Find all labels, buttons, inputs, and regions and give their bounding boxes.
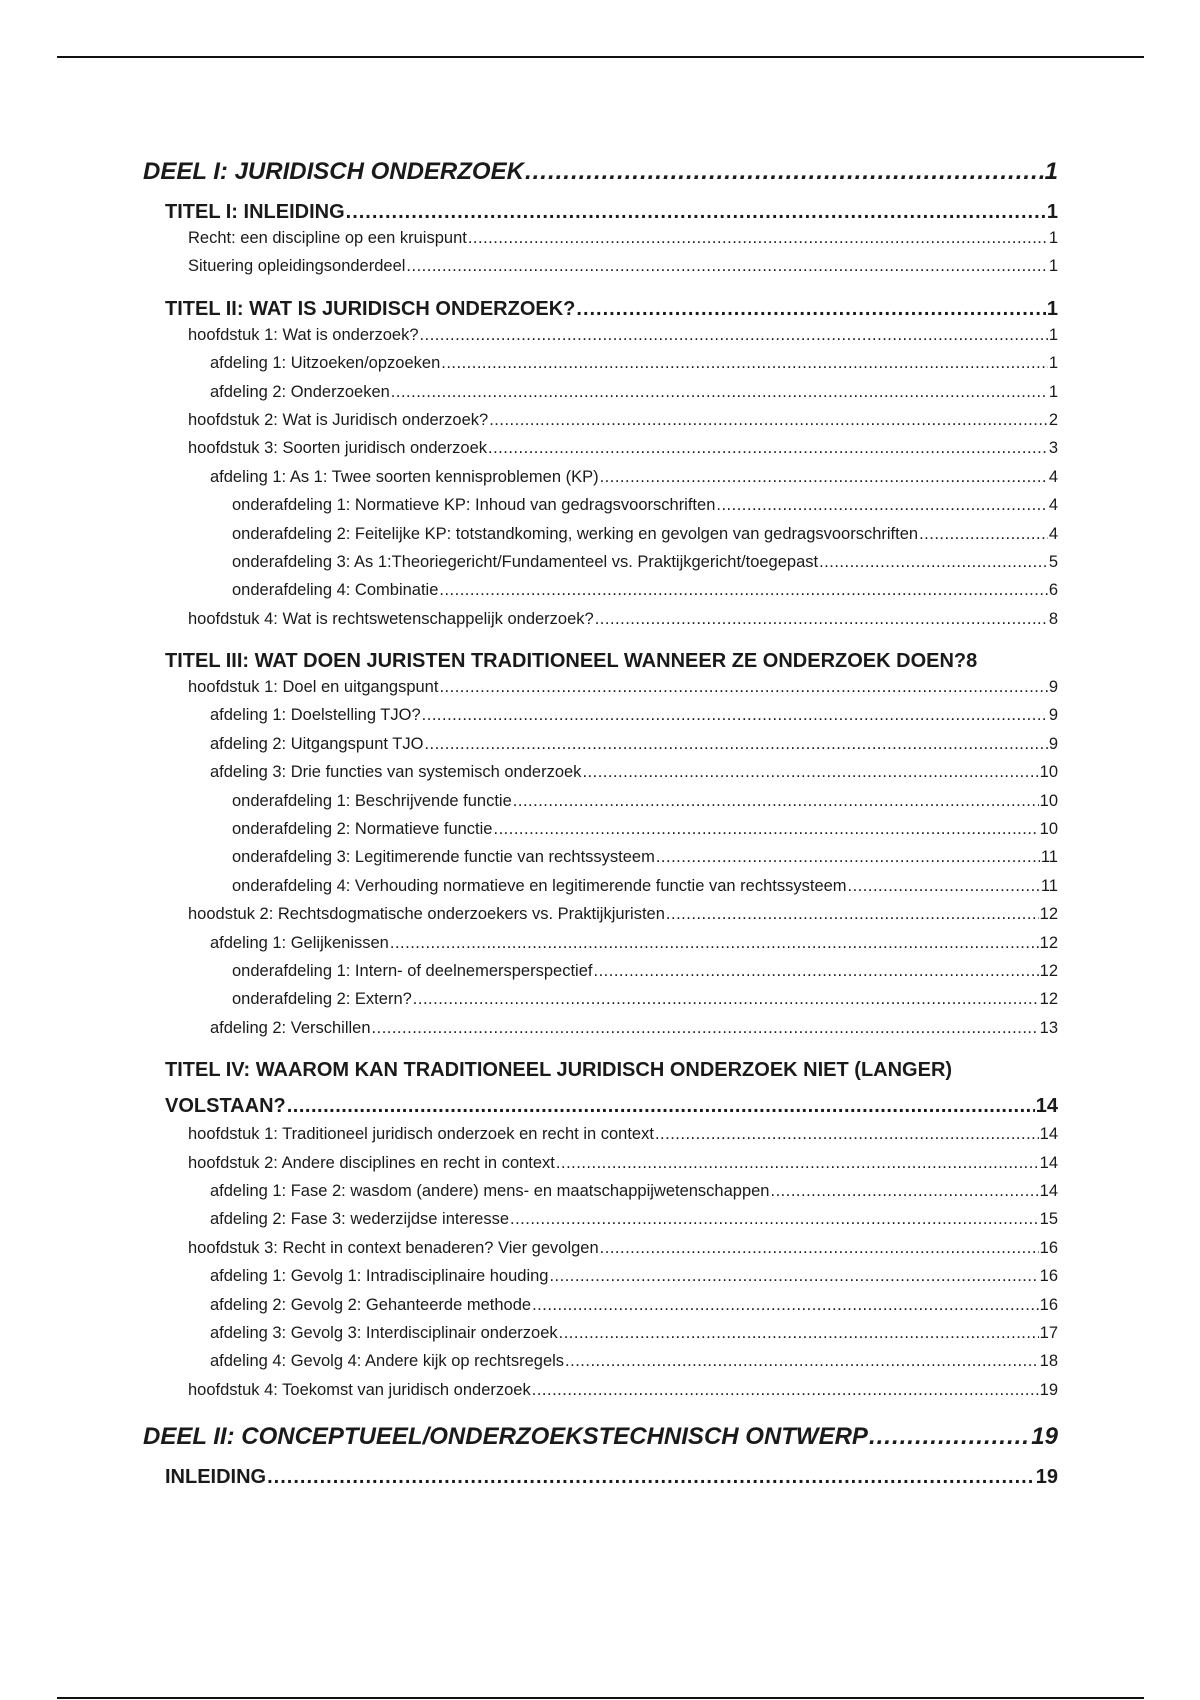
- toc-entry-page: 14: [1039, 1125, 1058, 1144]
- toc-entry-page: 17: [1039, 1323, 1058, 1342]
- toc-entry-label: onderafdeling 1: Normatieve KP: Inhoud van gedragsvoorschriften: [232, 496, 716, 515]
- toc-entry-page: 1: [1048, 229, 1058, 247]
- toc-entry-label: afdeling 1: Gevolg 1: Intradisciplinaire houding: [210, 1267, 549, 1286]
- dot-leader: [869, 1423, 1030, 1451]
- toc-entry[interactable]: [188, 439, 1058, 467]
- toc-entry-page: 1: [1044, 158, 1058, 185]
- toc-entry-page: 19: [1031, 1423, 1058, 1451]
- toc-entry-deel-1[interactable]: [143, 158, 1058, 188]
- toc-entry[interactable]: [188, 1125, 1058, 1153]
- dot-leader: [439, 678, 1047, 697]
- toc-entry-label: INLEIDING: [165, 1466, 267, 1489]
- toc-entry-label: hoofdstuk 1: Doel en uitgangspunt: [188, 678, 439, 697]
- dot-leader: [488, 439, 1048, 458]
- dot-leader: [666, 905, 1039, 924]
- toc-entry-page: 14: [1035, 1095, 1058, 1118]
- toc-entry-page: 18: [1039, 1352, 1058, 1371]
- toc-entry[interactable]: [210, 1352, 1058, 1380]
- dot-leader: [556, 1154, 1039, 1173]
- toc-entry[interactable]: [232, 496, 1058, 524]
- toc-entry-label: afdeling 2: Gevolg 2: Gehanteerde methode: [210, 1295, 532, 1314]
- footer-rule: [57, 1697, 1144, 1699]
- toc-entry[interactable]: [188, 1239, 1058, 1267]
- toc-entry-label-line1: TITEL IV: WAAROM KAN TRADITIONEEL JURIDISCH ONDERZOEK NIET (LANGER): [165, 1059, 953, 1082]
- dot-leader: [532, 1381, 1039, 1400]
- toc-entry[interactable]: [232, 525, 1058, 553]
- dot-leader: [559, 1324, 1039, 1343]
- toc-entry-label: afdeling 3: Gevolg 3: Interdisciplinair onderzoek: [210, 1323, 558, 1342]
- toc-entry-page: 13: [1039, 1018, 1058, 1037]
- toc-entry-page: 1: [1046, 297, 1058, 320]
- toc-entry-page: 5: [1048, 552, 1058, 571]
- dot-leader: [593, 962, 1038, 981]
- toc-entry-label: TITEL III: WAT DOEN JURISTEN TRADITIONEEL WANNEER ZE ONDERZOEK DOEN?: [165, 650, 967, 673]
- toc-entry[interactable]: [188, 229, 1058, 257]
- dot-leader: [287, 1095, 1035, 1118]
- toc-entry[interactable]: [232, 820, 1058, 848]
- toc-entry-page: 14: [1039, 1153, 1058, 1172]
- toc-entry-label: onderafdeling 2: Normatieve functie: [232, 820, 493, 839]
- toc-entry-page: 9: [1048, 678, 1058, 697]
- toc-entry-label: afdeling 2: Fase 3: wederzijdse interesse: [210, 1210, 509, 1229]
- dot-leader: [600, 1239, 1039, 1258]
- toc-entry-page: 19: [1039, 1380, 1058, 1399]
- toc-entry-titel-1[interactable]: [165, 201, 1058, 229]
- dot-leader: [346, 201, 1046, 224]
- toc-entry-label: afdeling 1: Uitzoeken/opzoeken: [210, 354, 441, 373]
- toc-entry-label: Recht: een discipline op een kruispunt: [188, 229, 467, 247]
- dot-leader: [494, 820, 1039, 839]
- toc-entry-page: 12: [1039, 961, 1058, 980]
- toc-entry[interactable]: [232, 877, 1058, 905]
- toc-entry-label: afdeling 1: As 1: Twee soorten kennisproblemen (KP): [210, 467, 599, 486]
- toc-entry-page: 9: [1048, 706, 1058, 725]
- toc-entry-label: hoofdstuk 1: Wat is onderzoek?: [188, 325, 419, 344]
- toc-entry-label: afdeling 1: Doelstelling TJO?: [210, 706, 421, 725]
- toc-entry-page: 4: [1048, 467, 1058, 486]
- toc-entry-label: afdeling 3: Drie functies van systemisch onderzoek: [210, 763, 582, 782]
- toc-entry-page: 1: [1048, 382, 1058, 401]
- toc-entry-label: Situering opleidingsonderdeel: [188, 257, 406, 276]
- dot-leader: [413, 990, 1039, 1009]
- toc-entry[interactable]: [210, 1267, 1058, 1295]
- toc-entry[interactable]: [210, 1296, 1058, 1324]
- dot-leader: [819, 553, 1048, 572]
- toc-entry-page: 6: [1048, 581, 1058, 600]
- toc-entry[interactable]: [232, 553, 1058, 581]
- toc-entry-label: onderafdeling 2: Extern?: [232, 990, 412, 1009]
- dot-leader: [549, 1267, 1038, 1286]
- toc-entry-page: 16: [1039, 1238, 1058, 1257]
- toc-entry-label: afdeling 2: Onderzoeken: [210, 382, 390, 401]
- dot-leader: [582, 763, 1038, 782]
- toc-entry-page: 11: [1040, 848, 1058, 867]
- toc-entry-page: 14: [1039, 1181, 1058, 1200]
- dot-leader: [513, 792, 1039, 811]
- dot-leader: [390, 934, 1039, 953]
- toc-entry[interactable]: [210, 706, 1058, 734]
- toc-entry-label: DEEL I: JURIDISCH ONDERZOEK: [143, 158, 524, 185]
- dot-leader: [532, 1296, 1039, 1315]
- toc-entry-label: onderafdeling 1: Beschrijvende functie: [232, 791, 512, 810]
- toc-entry[interactable]: [210, 1324, 1058, 1352]
- dot-leader: [576, 298, 1045, 321]
- toc-entry-deel-2[interactable]: [143, 1423, 1058, 1453]
- toc-entry[interactable]: [210, 468, 1058, 496]
- dot-leader: [510, 1210, 1039, 1229]
- dot-leader: [424, 735, 1047, 754]
- toc-entry-line2: [165, 1095, 1058, 1125]
- toc-entry-inleiding[interactable]: [165, 1466, 1058, 1494]
- toc-entry-label: DEEL II: CONCEPTUEEL/ONDERZOEKSTECHNISCH ONTWERP: [143, 1423, 868, 1451]
- toc-entry-page: 8: [1048, 609, 1058, 628]
- toc-entry[interactable]: [210, 383, 1058, 411]
- toc-entry-page: 10: [1039, 820, 1058, 839]
- header-rule: [57, 56, 1144, 58]
- toc-entry-label: hoofdstuk 1: Traditioneel juridisch onderzoek en recht in context: [188, 1125, 654, 1144]
- toc-entry-label: onderafdeling 3: Legitimerende functie van rechtssysteem: [232, 848, 655, 867]
- toc-entry-page: 12: [1039, 990, 1058, 1009]
- toc-entry-label: hoofdstuk 2: Andere disciplines en recht in context: [188, 1153, 555, 1172]
- toc-entry-page: 16: [1039, 1295, 1058, 1314]
- toc-entry[interactable]: [188, 326, 1058, 354]
- toc-entry-label: afdeling 2: Uitgangspunt TJO: [210, 734, 424, 753]
- dot-leader: [391, 383, 1048, 402]
- toc-entry[interactable]: [232, 962, 1058, 990]
- toc-entry[interactable]: [188, 678, 1058, 706]
- toc-entry-label: hoodstuk 2: Rechtsdogmatische onderzoekers vs. Praktijkjuristen: [188, 905, 665, 924]
- toc-entry-page: 19: [1035, 1466, 1058, 1489]
- toc-entry-label: onderafdeling 2: Feitelijke KP: totstandkoming, werking en gevolgen van gedragsvoorschriften: [232, 524, 919, 543]
- toc-entry-page: 8: [966, 650, 978, 673]
- toc-entry-page: 1: [1048, 325, 1058, 344]
- dot-leader: [600, 468, 1048, 487]
- dot-leader: [439, 581, 1047, 600]
- toc-entry-label: hoofdstuk 3: Recht in context benaderen? Vier gevolgen: [188, 1238, 599, 1257]
- dot-leader: [441, 354, 1048, 373]
- toc-entry-page: 1: [1048, 257, 1058, 276]
- toc-entry[interactable]: [210, 1182, 1058, 1210]
- toc-entry-label: afdeling 2: Verschillen: [210, 1018, 371, 1037]
- toc-entry-label: onderafdeling 4: Verhouding normatieve en legitimerende functie van rechtssysteem: [232, 876, 847, 895]
- toc-entry-page: 9: [1048, 734, 1058, 753]
- toc-entry-page: 11: [1040, 876, 1058, 895]
- toc-entry[interactable]: [232, 581, 1058, 609]
- dot-leader: [565, 1352, 1039, 1371]
- toc-entry-page: 15: [1039, 1210, 1058, 1229]
- toc-entry[interactable]: [232, 990, 1058, 1018]
- toc-entry-label: onderafdeling 4: Combinatie: [232, 581, 439, 600]
- dot-leader: [422, 706, 1048, 725]
- toc-entry-label: afdeling 1: Gelijkenissen: [210, 933, 389, 952]
- toc-entry-label: hoofdstuk 2: Wat is Juridisch onderzoek?: [188, 410, 489, 429]
- dot-leader: [406, 257, 1047, 276]
- toc-entry[interactable]: [210, 1019, 1058, 1047]
- dot-leader: [656, 848, 1040, 867]
- dot-leader: [595, 610, 1048, 629]
- toc-entry-page: 3: [1048, 439, 1058, 458]
- toc-entry[interactable]: [232, 848, 1058, 876]
- toc-entry-label: onderafdeling 1: Intern- of deelnemersperspectief: [232, 961, 593, 980]
- toc-entry-label: afdeling 1: Fase 2: wasdom (andere) mens- en maatschappijwetenschappen: [210, 1181, 770, 1200]
- toc-entry[interactable]: [188, 257, 1058, 285]
- table-of-contents: [143, 152, 1058, 1494]
- toc-entry[interactable]: [210, 354, 1058, 382]
- toc-entry-label-line2: VOLSTAAN?: [165, 1095, 286, 1118]
- toc-entry-label: TITEL II: WAT IS JURIDISCH ONDERZOEK?: [165, 297, 576, 320]
- dot-leader: [919, 525, 1048, 544]
- dot-leader: [468, 229, 1048, 248]
- dot-leader: [655, 1125, 1039, 1144]
- toc-entry-page: 4: [1048, 496, 1058, 515]
- toc-entry-titel-4[interactable]: [165, 1059, 1058, 1125]
- toc-entry-page: 2: [1048, 410, 1058, 429]
- dot-leader: [489, 411, 1048, 430]
- dot-leader: [848, 877, 1040, 896]
- dot-leader: [372, 1019, 1039, 1038]
- toc-entry-label: TITEL I: INLEIDING: [165, 201, 345, 223]
- toc-entry-page: 16: [1039, 1267, 1058, 1286]
- toc-entry[interactable]: [210, 763, 1058, 791]
- toc-entry-page: 12: [1039, 905, 1058, 924]
- toc-entry[interactable]: [210, 735, 1058, 763]
- toc-entry-label: hoofdstuk 3: Soorten juridisch onderzoek: [188, 439, 488, 458]
- toc-entry-label: afdeling 4: Gevolg 4: Andere kijk op rechtsregels: [210, 1352, 565, 1371]
- toc-entry[interactable]: [188, 905, 1058, 933]
- toc-entry[interactable]: [188, 411, 1058, 439]
- toc-entry[interactable]: [188, 1154, 1058, 1182]
- toc-entry[interactable]: [188, 1381, 1058, 1409]
- toc-entry-titel-2[interactable]: [165, 298, 1058, 326]
- toc-entry-label: onderafdeling 3: As 1:Theoriegericht/Fundamenteel vs. Praktijkgericht/toegepast: [232, 552, 819, 571]
- toc-entry-page: 1: [1046, 201, 1058, 223]
- dot-leader: [771, 1182, 1039, 1201]
- toc-entry-titel-3[interactable]: [165, 650, 1058, 678]
- toc-entry[interactable]: [210, 934, 1058, 962]
- dot-leader: [716, 496, 1047, 515]
- toc-entry[interactable]: [232, 792, 1058, 820]
- toc-entry-label: hoofdstuk 4: Wat is rechtswetenschappelijk onderzoek?: [188, 609, 594, 628]
- toc-entry-page: 4: [1048, 524, 1058, 543]
- toc-entry[interactable]: [210, 1210, 1058, 1238]
- dot-leader: [267, 1466, 1035, 1489]
- toc-entry-page: 12: [1039, 933, 1058, 952]
- toc-entry-page: 1: [1048, 354, 1058, 373]
- toc-entry[interactable]: [188, 610, 1058, 638]
- dot-leader: [420, 326, 1048, 345]
- dot-leader: [525, 158, 1044, 186]
- toc-entry-label: hoofdstuk 4: Toekomst van juridisch onderzoek: [188, 1380, 531, 1399]
- toc-entry-page: 10: [1039, 791, 1058, 810]
- toc-entry-page: 10: [1039, 763, 1058, 782]
